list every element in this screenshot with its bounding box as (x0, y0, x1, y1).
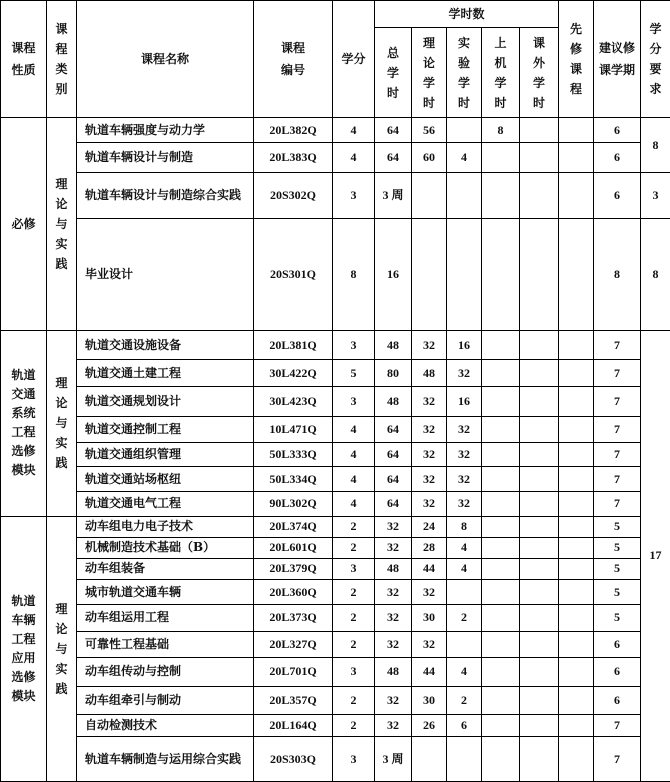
course-lab-hours: 6 (447, 715, 482, 737)
course-name: 可靠性工程基础 (77, 631, 254, 657)
course-theory-hours: 32 (412, 492, 447, 516)
course-prereq (559, 558, 594, 579)
header-extra-hours: 课外学时 (520, 28, 559, 118)
course-theory-hours: 32 (412, 330, 447, 359)
course-extra-hours (520, 631, 559, 657)
course-machine-hours (482, 737, 520, 782)
course-total-hours: 64 (375, 467, 412, 492)
course-extra-hours (520, 330, 559, 359)
course-theory-hours: 44 (412, 657, 447, 686)
course-prereq (559, 143, 594, 173)
course-prereq (559, 416, 594, 442)
course-extra-hours (520, 416, 559, 442)
header-machine-hours: 上机学时 (482, 28, 520, 118)
header-credit: 学分 (333, 1, 375, 118)
course-credit: 3 (333, 558, 375, 579)
course-code: 20L381Q (254, 330, 333, 359)
course-credit: 2 (333, 537, 375, 558)
course-total-hours: 48 (375, 330, 412, 359)
group-vehicle-category: 理论与实践 (47, 516, 77, 781)
course-credit: 4 (333, 143, 375, 173)
credit-requirement: 8 (641, 218, 670, 330)
course-semester: 5 (594, 558, 641, 579)
course-prereq (559, 737, 594, 782)
course-semester: 5 (594, 605, 641, 631)
course-extra-hours (520, 360, 559, 387)
course-theory-hours: 30 (412, 687, 447, 715)
course-code: 30L422Q (254, 360, 333, 387)
course-credit: 4 (333, 442, 375, 466)
course-machine-hours (482, 360, 520, 387)
course-theory-hours: 24 (412, 516, 447, 537)
course-semester: 6 (594, 631, 641, 657)
course-extra-hours (520, 580, 559, 605)
course-semester: 6 (594, 657, 641, 686)
course-theory-hours: 32 (412, 416, 447, 442)
header-hours-group: 学时数 (375, 1, 559, 28)
course-prereq (559, 580, 594, 605)
course-machine-hours (482, 330, 520, 359)
course-extra-hours (520, 387, 559, 416)
course-code: 10L471Q (254, 416, 333, 442)
course-name: 轨道交通站场枢纽 (77, 467, 254, 492)
course-lab-hours: 4 (447, 537, 482, 558)
course-code: 50L333Q (254, 442, 333, 466)
course-semester: 6 (594, 143, 641, 173)
course-prereq (559, 442, 594, 466)
course-lab-hours: 8 (447, 516, 482, 537)
course-machine-hours (482, 687, 520, 715)
course-semester: 6 (594, 118, 641, 143)
course-total-hours: 32 (375, 605, 412, 631)
course-semester: 7 (594, 330, 641, 359)
course-total-hours: 32 (375, 715, 412, 737)
course-prereq (559, 657, 594, 686)
course-theory-hours: 44 (412, 558, 447, 579)
course-theory-hours: 32 (412, 580, 447, 605)
course-name: 机械制造技术基础（B） (77, 537, 254, 558)
course-theory-hours: 56 (412, 118, 447, 143)
course-code: 90L302Q (254, 492, 333, 516)
course-theory-hours: 48 (412, 360, 447, 387)
course-lab-hours (447, 737, 482, 782)
course-name: 轨道交通组织管理 (77, 442, 254, 466)
course-lab-hours: 2 (447, 687, 482, 715)
course-credit: 3 (333, 330, 375, 359)
course-name: 自动检测技术 (77, 715, 254, 737)
course-lab-hours: 32 (447, 492, 482, 516)
course-semester: 7 (594, 387, 641, 416)
course-machine-hours (482, 218, 520, 330)
course-machine-hours (482, 580, 520, 605)
course-semester: 5 (594, 580, 641, 605)
header-prereq: 先修课程 (559, 1, 594, 118)
course-code: 20L701Q (254, 657, 333, 686)
course-credit: 5 (333, 360, 375, 387)
course-total-hours: 64 (375, 143, 412, 173)
course-prereq (559, 631, 594, 657)
course-credit: 3 (333, 737, 375, 782)
course-extra-hours (520, 605, 559, 631)
course-semester: 7 (594, 442, 641, 466)
course-extra-hours (520, 218, 559, 330)
course-semester: 8 (594, 218, 641, 330)
course-name: 轨道交通设施设备 (77, 330, 254, 359)
course-code: 50L334Q (254, 467, 333, 492)
course-total-hours: 64 (375, 416, 412, 442)
course-code: 20L373Q (254, 605, 333, 631)
course-lab-hours (447, 631, 482, 657)
course-lab-hours: 32 (447, 442, 482, 466)
course-name: 轨道车辆设计与制造综合实践 (77, 173, 254, 218)
course-machine-hours (482, 492, 520, 516)
credit-requirement: 3 (641, 173, 670, 218)
course-total-hours: 64 (375, 118, 412, 143)
course-theory-hours: 32 (412, 631, 447, 657)
course-machine-hours (482, 442, 520, 466)
header-course-name: 课程名称 (77, 1, 254, 118)
course-theory-hours (412, 173, 447, 218)
course-extra-hours (520, 442, 559, 466)
group-required-nature: 必修 (1, 118, 47, 331)
course-extra-hours (520, 143, 559, 173)
course-prereq (559, 715, 594, 737)
course-name: 动车组装备 (77, 558, 254, 579)
course-lab-hours: 4 (447, 657, 482, 686)
course-credit: 3 (333, 657, 375, 686)
header-course-code: 课程编号 (254, 1, 333, 118)
header-category: 课程类别 (47, 1, 77, 118)
course-semester: 5 (594, 516, 641, 537)
group-rail-category: 理论与实践 (47, 330, 77, 516)
header-semester: 建议修课学期 (594, 1, 641, 118)
course-semester: 7 (594, 492, 641, 516)
course-name: 动车组牵引与制动 (77, 687, 254, 715)
course-theory-hours: 60 (412, 143, 447, 173)
course-name: 轨道交通规划设计 (77, 387, 254, 416)
course-credit: 2 (333, 631, 375, 657)
course-name: 毕业设计 (77, 218, 254, 330)
course-machine-hours (482, 715, 520, 737)
course-lab-hours (447, 218, 482, 330)
header-nature: 课程性质 (1, 1, 47, 118)
course-code: 20L382Q (254, 118, 333, 143)
course-machine-hours (482, 605, 520, 631)
course-prereq (559, 467, 594, 492)
course-total-hours: 80 (375, 360, 412, 387)
course-credit: 4 (333, 118, 375, 143)
course-credit: 4 (333, 416, 375, 442)
course-total-hours: 32 (375, 537, 412, 558)
course-machine-hours (482, 467, 520, 492)
course-lab-hours (447, 173, 482, 218)
course-extra-hours (520, 687, 559, 715)
course-prereq (559, 537, 594, 558)
course-name: 轨道交通控制工程 (77, 416, 254, 442)
course-code: 20S301Q (254, 218, 333, 330)
group-rail-nature: 轨道交通系统工程选修模块 (1, 330, 47, 516)
course-extra-hours (520, 516, 559, 537)
course-semester: 7 (594, 467, 641, 492)
course-code: 20L383Q (254, 143, 333, 173)
course-semester: 7 (594, 715, 641, 737)
course-total-hours: 48 (375, 558, 412, 579)
course-machine-hours (482, 173, 520, 218)
course-name: 轨道车辆强度与动力学 (77, 118, 254, 143)
course-theory-hours (412, 218, 447, 330)
course-name: 城市轨道交通车辆 (77, 580, 254, 605)
course-machine-hours (482, 631, 520, 657)
course-extra-hours (520, 715, 559, 737)
course-machine-hours (482, 657, 520, 686)
course-total-hours: 3 周 (375, 737, 412, 782)
course-credit: 2 (333, 715, 375, 737)
course-prereq (559, 173, 594, 218)
header-theory-hours: 理论学时 (412, 28, 447, 118)
course-theory-hours: 28 (412, 537, 447, 558)
course-machine-hours: 8 (482, 118, 520, 143)
course-credit: 4 (333, 492, 375, 516)
header-credit-req: 学分要求 (641, 1, 670, 118)
course-name: 轨道交通电气工程 (77, 492, 254, 516)
course-extra-hours (520, 558, 559, 579)
course-lab-hours: 32 (447, 416, 482, 442)
course-credit: 3 (333, 173, 375, 218)
course-prereq (559, 492, 594, 516)
course-extra-hours (520, 173, 559, 218)
course-credit: 2 (333, 687, 375, 715)
course-lab-hours: 4 (447, 143, 482, 173)
course-lab-hours (447, 118, 482, 143)
course-credit: 3 (333, 387, 375, 416)
course-machine-hours (482, 516, 520, 537)
course-prereq (559, 330, 594, 359)
course-semester: 6 (594, 687, 641, 715)
course-semester: 7 (594, 416, 641, 442)
course-credit: 2 (333, 580, 375, 605)
group-vehicle-nature: 轨道车辆工程应用选修模块 (1, 516, 47, 781)
course-code: 20S303Q (254, 737, 333, 782)
course-code: 20S302Q (254, 173, 333, 218)
course-extra-hours (520, 737, 559, 782)
course-machine-hours (482, 416, 520, 442)
course-lab-hours: 2 (447, 605, 482, 631)
course-theory-hours: 30 (412, 605, 447, 631)
course-semester: 7 (594, 737, 641, 782)
course-name: 动车组运用工程 (77, 605, 254, 631)
credit-requirement: 8 (641, 118, 670, 173)
course-semester: 5 (594, 537, 641, 558)
course-lab-hours: 32 (447, 360, 482, 387)
course-total-hours: 32 (375, 631, 412, 657)
course-code: 30L423Q (254, 387, 333, 416)
course-name: 轨道车辆制造与运用综合实践 (77, 737, 254, 782)
course-extra-hours (520, 537, 559, 558)
course-code: 20L164Q (254, 715, 333, 737)
course-total-hours: 16 (375, 218, 412, 330)
course-total-hours: 64 (375, 492, 412, 516)
course-prereq (559, 387, 594, 416)
course-total-hours: 32 (375, 580, 412, 605)
header-total-hours: 总学时 (375, 28, 412, 118)
course-credit: 4 (333, 467, 375, 492)
course-lab-hours: 16 (447, 387, 482, 416)
course-code: 20L360Q (254, 580, 333, 605)
course-credit: 2 (333, 605, 375, 631)
course-lab-hours (447, 580, 482, 605)
course-extra-hours (520, 467, 559, 492)
course-machine-hours (482, 143, 520, 173)
course-theory-hours: 32 (412, 387, 447, 416)
course-total-hours: 48 (375, 387, 412, 416)
course-name: 轨道车辆设计与制造 (77, 143, 254, 173)
course-code: 20L327Q (254, 631, 333, 657)
course-semester: 6 (594, 173, 641, 218)
course-name: 轨道交通土建工程 (77, 360, 254, 387)
credit-requirement: 17 (641, 330, 670, 781)
course-extra-hours (520, 118, 559, 143)
course-prereq (559, 118, 594, 143)
course-credit: 8 (333, 218, 375, 330)
course-prereq (559, 687, 594, 715)
course-code: 20L357Q (254, 687, 333, 715)
course-prereq (559, 516, 594, 537)
course-code: 20L374Q (254, 516, 333, 537)
course-semester: 7 (594, 360, 641, 387)
course-theory-hours: 32 (412, 442, 447, 466)
course-prereq (559, 218, 594, 330)
course-theory-hours: 26 (412, 715, 447, 737)
course-name: 动车组传动与控制 (77, 657, 254, 686)
course-machine-hours (482, 537, 520, 558)
header-lab-hours: 实验学时 (447, 28, 482, 118)
course-total-hours: 64 (375, 442, 412, 466)
course-lab-hours: 32 (447, 467, 482, 492)
course-name: 动车组电力电子技术 (77, 516, 254, 537)
course-credit: 2 (333, 516, 375, 537)
course-total-hours: 32 (375, 687, 412, 715)
course-prereq (559, 360, 594, 387)
course-total-hours: 3 周 (375, 173, 412, 218)
course-theory-hours: 32 (412, 467, 447, 492)
course-machine-hours (482, 558, 520, 579)
course-theory-hours (412, 737, 447, 782)
course-lab-hours: 4 (447, 558, 482, 579)
course-total-hours: 32 (375, 516, 412, 537)
group-required-category: 理论与实践 (47, 118, 77, 331)
course-prereq (559, 605, 594, 631)
course-extra-hours (520, 657, 559, 686)
course-code: 20L601Q (254, 537, 333, 558)
course-code: 20L379Q (254, 558, 333, 579)
course-extra-hours (520, 492, 559, 516)
course-machine-hours (482, 387, 520, 416)
course-lab-hours: 16 (447, 330, 482, 359)
course-total-hours: 48 (375, 657, 412, 686)
